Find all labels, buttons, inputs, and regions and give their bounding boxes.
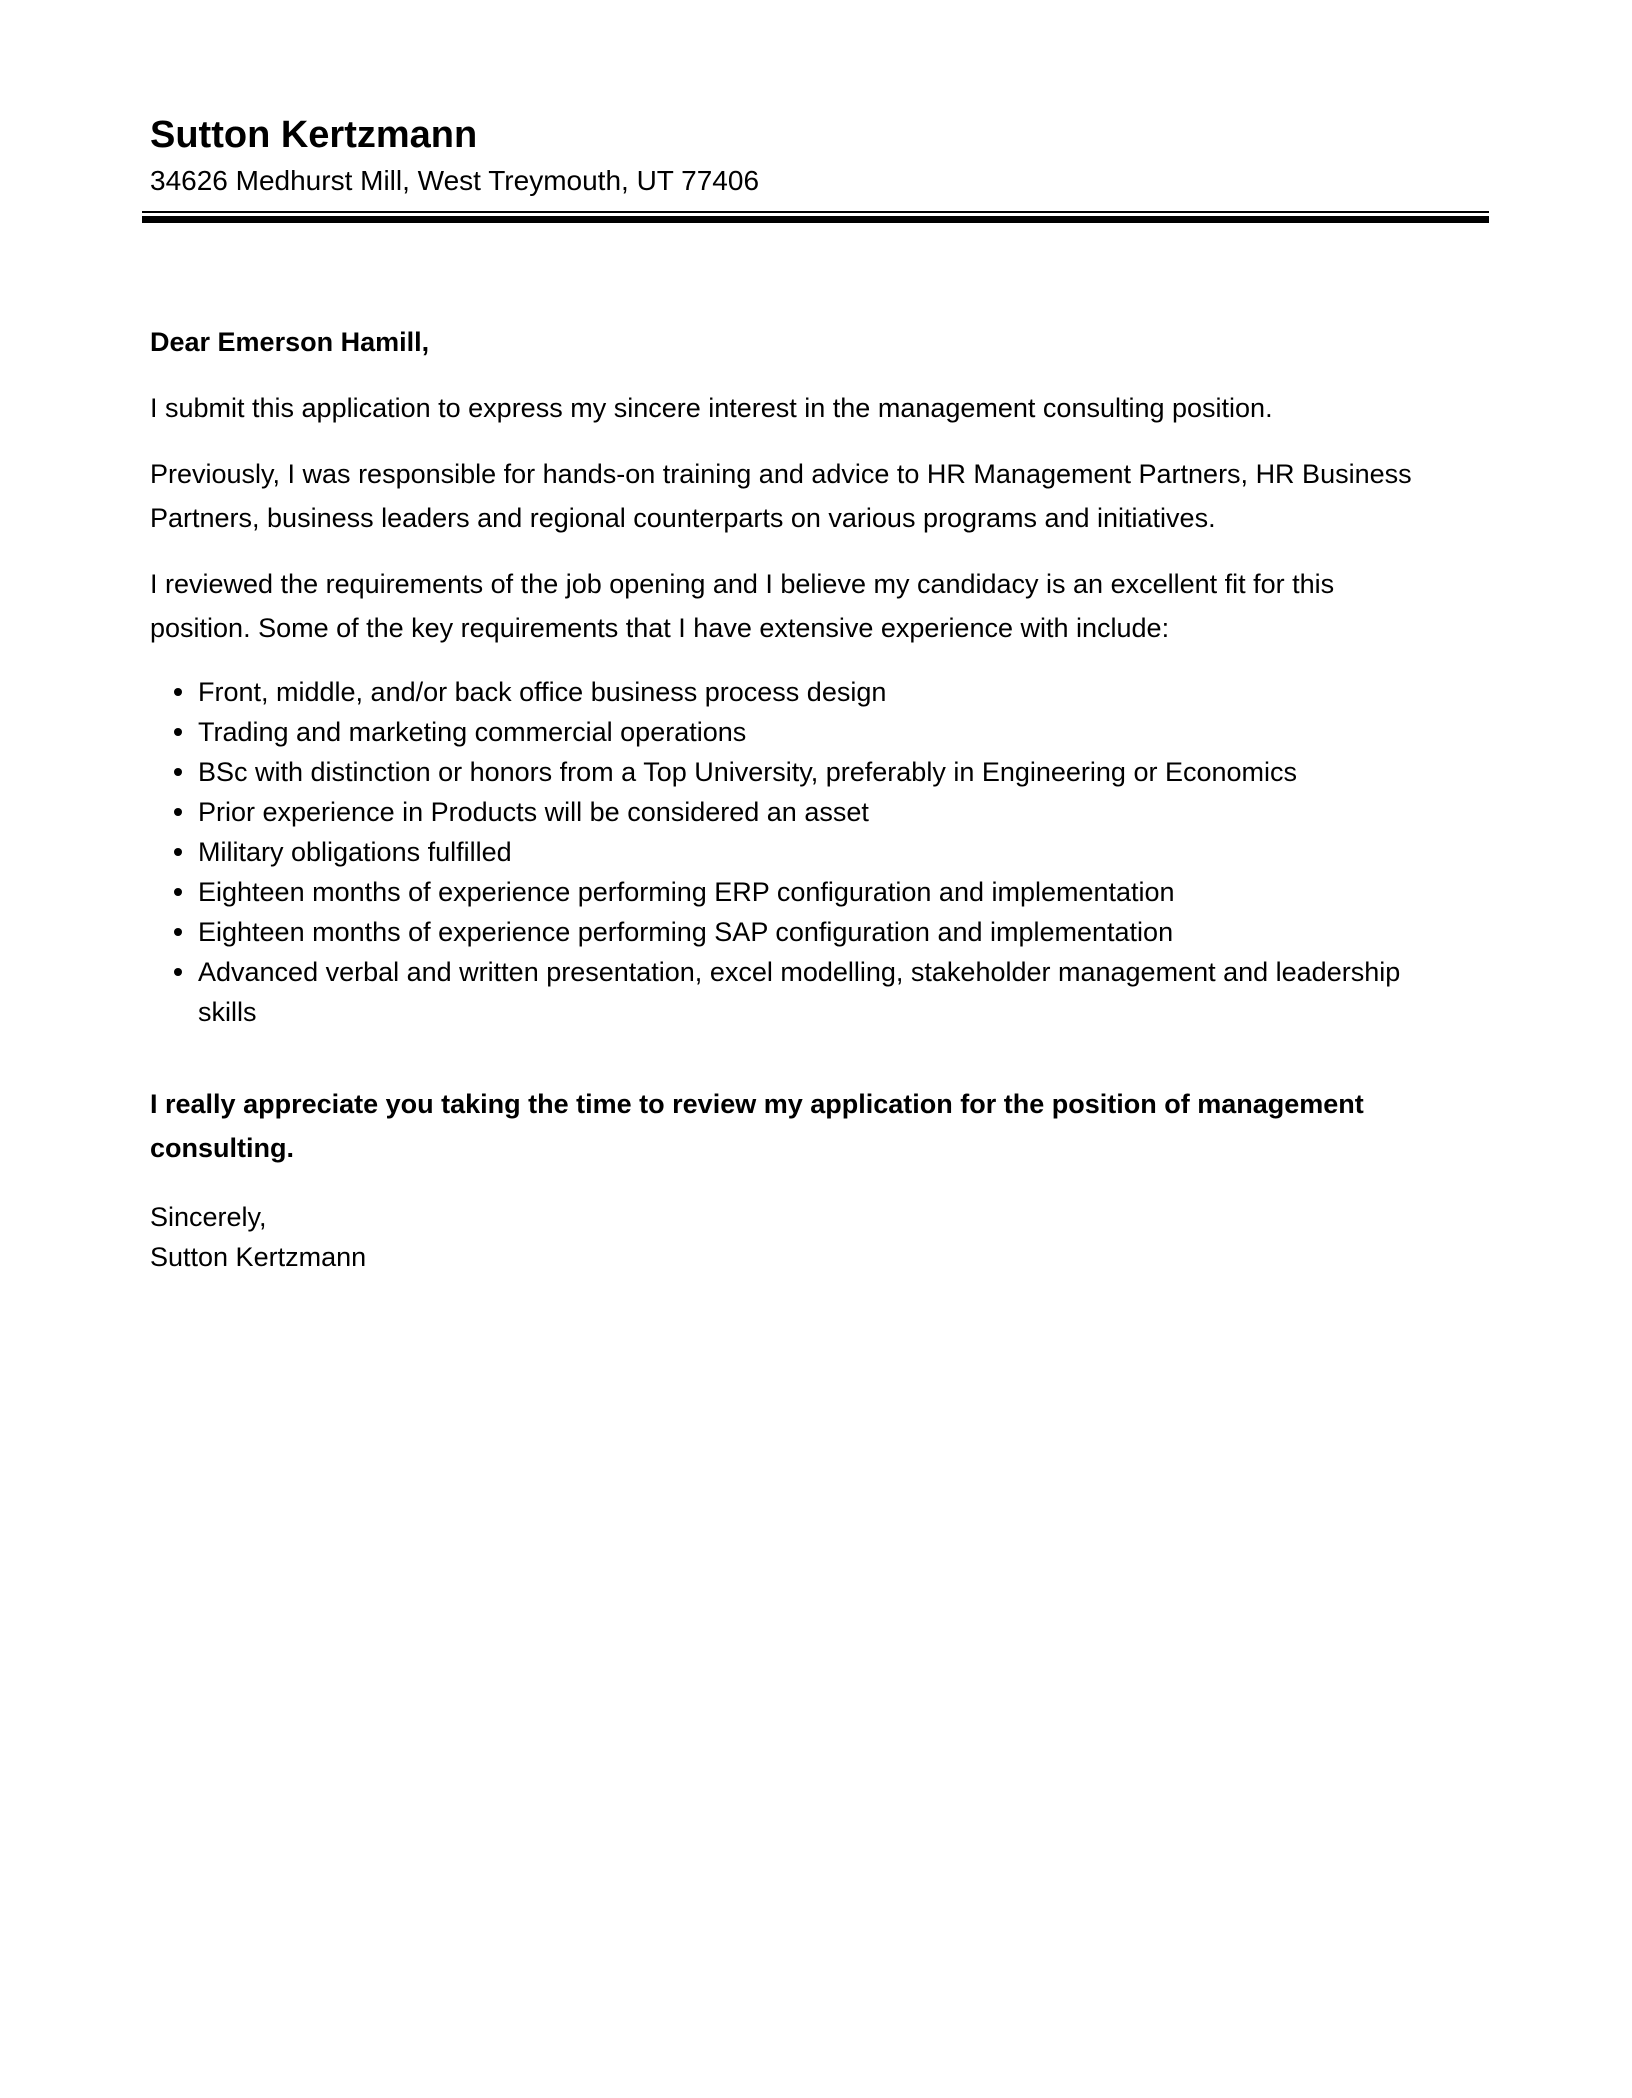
list-item-text: Military obligations fulfilled [198,837,512,867]
list-item-text: Eighteen months of experience performing SAP configuration and implementation [198,917,1174,947]
bullet-icon [174,848,182,856]
list-item-text: Trading and marketing commercial operations [198,717,747,747]
signature-name: Sutton Kertzmann [150,1242,367,1272]
list-item [150,912,1428,952]
bullet-icon [174,688,182,696]
header-divider [142,211,1489,223]
signoff: Sincerely, [150,1202,267,1232]
bullet-icon [174,728,182,736]
list-item-text: Advanced verbal and written presentation, excel modelling, stakeholder management and leadership skills [198,957,1401,1027]
requirements-list [150,672,1428,1032]
letter-body [150,320,1428,1277]
list-item [150,952,1428,1032]
list-item-text: Prior experience in Products will be considered an asset [198,797,869,827]
sender-name: Sutton Kertzmann [150,114,478,156]
list-item [150,672,1428,712]
paragraph-requirements-lead-in: I reviewed the requirements of the job opening and I believe my candidacy is an excellent fit for this position. Some of the key requirements that I have extensive experience with include: [150,569,1335,643]
paragraph-experience: Previously, I was responsible for hands-on training and advice to HR Management Partners, HR Business Partners, business leaders and regional counterparts on various programs and initiatives. [150,459,1412,533]
bullet-icon [174,808,182,816]
list-item-text: BSc with distinction or honors from a Top University, preferably in Engineering or Economics [198,757,1297,787]
sender-address: 34626 Medhurst Mill, West Treymouth, UT 77406 [150,165,760,196]
bullet-icon [174,968,182,976]
list-item-text: Front, middle, and/or back office business process design [198,677,887,707]
paragraph-intro: I submit this application to express my sincere interest in the management consulting position. [150,393,1273,423]
closing-paragraph: I really appreciate you taking the time to review my application for the position of management consulting. [150,1089,1364,1163]
list-item [150,752,1428,792]
letter-header [150,112,1632,201]
list-item [150,712,1428,752]
bullet-icon [174,928,182,936]
bullet-icon [174,888,182,896]
list-item [150,872,1428,912]
list-item [150,832,1428,872]
bullet-icon [174,768,182,776]
salutation: Dear Emerson Hamill, [150,327,430,357]
list-item [150,792,1428,832]
list-item-text: Eighteen months of experience performing ERP configuration and implementation [198,877,1175,907]
